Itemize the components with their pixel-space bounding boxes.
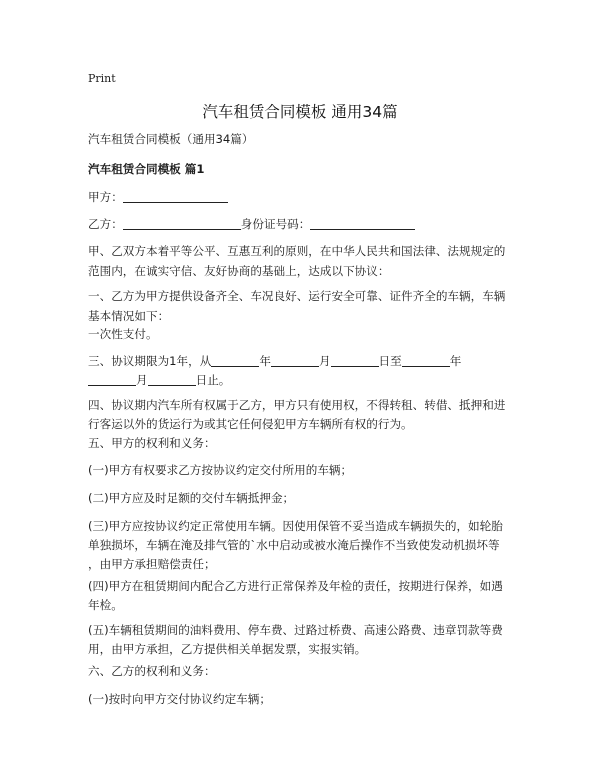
month-label: 月 <box>136 373 148 387</box>
paragraph-line: (三)甲方应按协议约定正常使用车辆。因使用保管不妥当造成车辆损失的，如轮胎 <box>88 519 503 533</box>
paragraph-line: 用，由甲方承担，乙方提供相关单据发票，实报实销。 <box>88 642 367 656</box>
print-label: Print <box>88 72 116 85</box>
paragraph-line: 年检。 <box>88 598 123 612</box>
day-end-label: 日止。 <box>195 373 231 387</box>
paragraph-line: (一)按时向甲方交付协议约定车辆； <box>88 692 271 706</box>
page-title: 汽车租赁合同模板 通用34篇 <box>202 103 398 121</box>
term-prefix: 三、协议期限为1年，从 <box>88 354 212 368</box>
end-day-blank <box>148 371 196 386</box>
section-heading: 汽车租赁合同模板 篇1 <box>88 162 205 176</box>
year-label: 年 <box>259 354 271 368</box>
paragraph-line: 行客运以外的货运行为或其它任何侵犯甲方车辆所有权的行为。 <box>88 417 413 431</box>
paragraph-line: (一)甲方有权要求乙方按协议约定交付所用的车辆； <box>88 463 353 477</box>
id-number-blank <box>310 215 415 230</box>
paragraph-line: (五)车辆租赁期间的油料费用、停车费、过路过桥费、高速公路费、违章罚款等费 <box>88 623 503 637</box>
party-a-line <box>88 186 520 208</box>
party-a-label: 甲方： <box>88 190 123 204</box>
party-b-blank <box>123 215 241 230</box>
term-line-end <box>88 369 520 391</box>
paragraph-line: (四)甲方在租赁期间内配合乙方进行正常保养及年检的责任，按期进行保养，如遇 <box>88 579 503 593</box>
party-a-blank <box>123 188 228 203</box>
paragraph-line: 四、协议期内汽车所有权属于乙方，甲方只有使用权，不得转租、转借、抵押和进 <box>88 398 506 412</box>
paragraph-line: (二)甲方应及时足额的交付车辆抵押金； <box>88 491 295 505</box>
start-year-blank <box>211 352 259 367</box>
paragraph-line: 六、乙方的权利和义务： <box>88 664 216 678</box>
paragraph-line: 一、乙方为甲方提供设备齐全、车况良好、运行安全可靠、证件齐全的车辆，车辆 <box>88 289 506 303</box>
paragraph-line: 基本情况如下： <box>88 309 170 323</box>
document-subtitle: 汽车租赁合同模板（通用34篇） <box>88 132 254 146</box>
paragraph-line: 范围内，在诚实守信、友好协商的基础上，达成以下协议： <box>88 264 390 278</box>
end-month-blank <box>88 371 136 386</box>
paragraph-line: ，由甲方承担赔偿责任； <box>88 557 216 571</box>
party-b-label: 乙方： <box>88 217 123 231</box>
paragraph-line: 五、甲方的权利和义务： <box>88 436 216 450</box>
day-to-label: 日至 <box>378 354 402 368</box>
paragraph-line: 单独损坏，车辆在淹及排气管的`水中启动或被水淹后操作不当致使发动机损坏等 <box>88 538 500 552</box>
month-label: 月 <box>318 354 331 368</box>
start-month-blank <box>271 352 319 367</box>
party-b-line <box>88 213 520 235</box>
start-day-blank <box>331 352 379 367</box>
year-label: 年 <box>449 354 462 368</box>
paragraph-line: 甲、乙双方本着平等公平、互惠互利的原则，在中华人民共和国法律、法规规定的 <box>88 244 506 258</box>
id-number-label: 身份证号码： <box>240 217 311 231</box>
paragraph-line: 一次性支付。 <box>88 327 158 341</box>
end-year-blank <box>402 352 450 367</box>
